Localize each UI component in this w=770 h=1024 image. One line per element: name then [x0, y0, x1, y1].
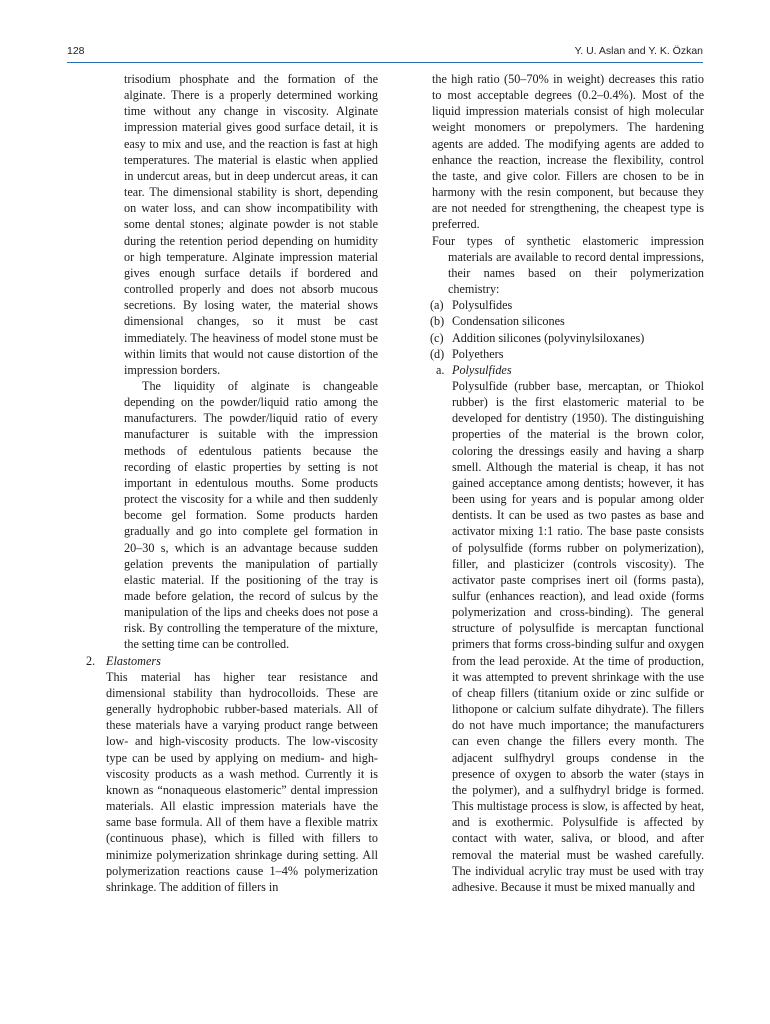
list-marker: (c)	[430, 330, 444, 345]
running-header	[67, 43, 703, 63]
subsection-marker: a.	[436, 362, 445, 377]
fillers-paragraph: the high ratio (50–70% in weight) decreases this ratio to most acceptable degrees (0.2–0.4%). Most of the liquid impression materials consist of high molecular weight monomers or prepolymers. The hardening agents are added. The modifying agents are added to enhance the reaction, increase the flexibility, control the taste, and give color. Fillers are chosen to be in harmony with the resin component, but because they are not needed for strengthening, the cheapest type is preferred.	[432, 72, 704, 232]
subsection-title: Polysulfides	[452, 362, 512, 377]
section-number: 2.	[86, 653, 96, 668]
list-item	[411, 330, 704, 346]
list-item	[411, 346, 704, 362]
section-title: Elastomers	[106, 653, 161, 668]
list-item	[411, 313, 704, 329]
types-intro-paragraph: Four types of synthetic elastomeric impression materials are available to record dental impressions, their names based on their polymerization chemistry:	[432, 233, 704, 297]
header-rule	[67, 62, 703, 63]
list-label: Polysulfides	[452, 298, 513, 313]
list-marker: (d)	[430, 346, 445, 361]
list-marker: (b)	[430, 314, 445, 329]
right-column	[411, 71, 704, 895]
section-elastomers-heading	[67, 653, 378, 669]
list-marker: (a)	[430, 298, 444, 313]
alginate-paragraph: trisodium phosphate and the formation of the alginate. There is a properly determined working time without any change in viscosity. Alginate impression material gives good surface detail, it is easy to mix and use, and the reaction is fast at high temperatures. The material is elastic when applied in undercut areas, but in deep undercut areas, it can tear. The dimensional stability is short, depending on water loss, and can show incompatibility with some dental stones; alginate powder is not stable during the retention period depending on humidity or high temperature. Alginate impression material gives enough surface details if bordered and controlled properly and does not absorb mucous secretions. By losing water, the material shows dimensional changes, so it must be cast immediately. The heaviness of model stone must be within limits that would not cause distortion of the impression borders.	[124, 72, 378, 377]
list-label: Polyethers	[452, 346, 504, 361]
list-item	[411, 297, 704, 313]
elastomers-paragraph: This material has higher tear resistance and dimensional stability than hydrocolloids. These are generally hydrophobic rubber-based materials. All of these materials have a varying product range between low- and high-viscosity products. The low-viscosity type can be used by applying on medium- and high-viscosity products as a wash method. Currently it is known as “nonaqueous elastomeric” dental impression materials. All elastic impression materials have the same base formula. All of them have a flexible matrix (continuous phase), which is filled with fillers to minimize polymerization shrinkage during setting. All polymerization reactions cause 1–4% polymerization shrinkage. The addition of fillers in	[106, 669, 378, 894]
page-number: 128	[67, 45, 85, 57]
running-head-authors: Y. U. Aslan and Y. K. Özkan	[574, 45, 703, 57]
left-column	[67, 71, 378, 895]
liquidity-paragraph: The liquidity of alginate is changeable depending on the powder/liquid ratio among the manufacturers. The powder/liquid ratio of every manufacturer is suitable with the impression methods of edentulous patients because the recording of elastic properties by setting is not important in edentulous mouths. Some products protect the viscosity for a while and then suddenly become gel formation. Some products harden gradually and go into complete gel formation in 20–30 s, which is an advantage because sudden gelation prevents the manipulation of partially elastic material. If the positioning of the tray is made before gelation, the record of sulcus by the manipulation of the lips and cheeks does not pose a risk. By controlling the temperature of the mixture, the setting time can be controlled.	[124, 378, 378, 652]
subsection-polysulfides-heading	[411, 362, 704, 378]
polysulfides-paragraph: Polysulfide (rubber base, mercaptan, or Thiokol rubber) is the first elastomeric material to be developed for dentistry (1950). The distinguishing properties of the material is the brown color, coloring the dressings easily and having a sharp smell. Although the material is cheap, it has not gained acceptance among dentists; however, it has been using for years and is popular among older dentists. It can be used as two pastes as base and activator mixing 1:1 ratio. The base paste consists of polysulfide (forms rubber on polymerization), filler, and plasticizer (controls viscosity). The activator paste comprises inert oil (forms pasta), sulfur (enhances reaction), and lead oxide (forms polymerization and cross-binding). The general structure of polysulfide is mercaptan functional primers that forms cross-binding sulfur and oxygen from the lead peroxide. At the time of production, it was attempted to prevent shrinkage with the use of cheap fillers (titanium oxide or zinc sulfide or lithopone or calcium sulfate dihydrate). The fillers do not have much importance; the manufacturers can even change the fillers every month. The adjacent sulfhydryl groups condense in the presence of oxygen to absorb the water (stays in the polymer), and a sulfhydryl bridge is formed. This multistage process is slow, is affected by heat, and is exothermic. Polysulfide is affected by contact with water, saliva, or blood, and after removal the material must be washed carefully. The individual acrylic tray must be used with tray adhesive. Because it must be mixed manually and	[452, 378, 704, 894]
list-label: Condensation silicones	[452, 314, 565, 329]
list-label: Addition silicones (polyvinylsiloxanes)	[452, 330, 645, 345]
